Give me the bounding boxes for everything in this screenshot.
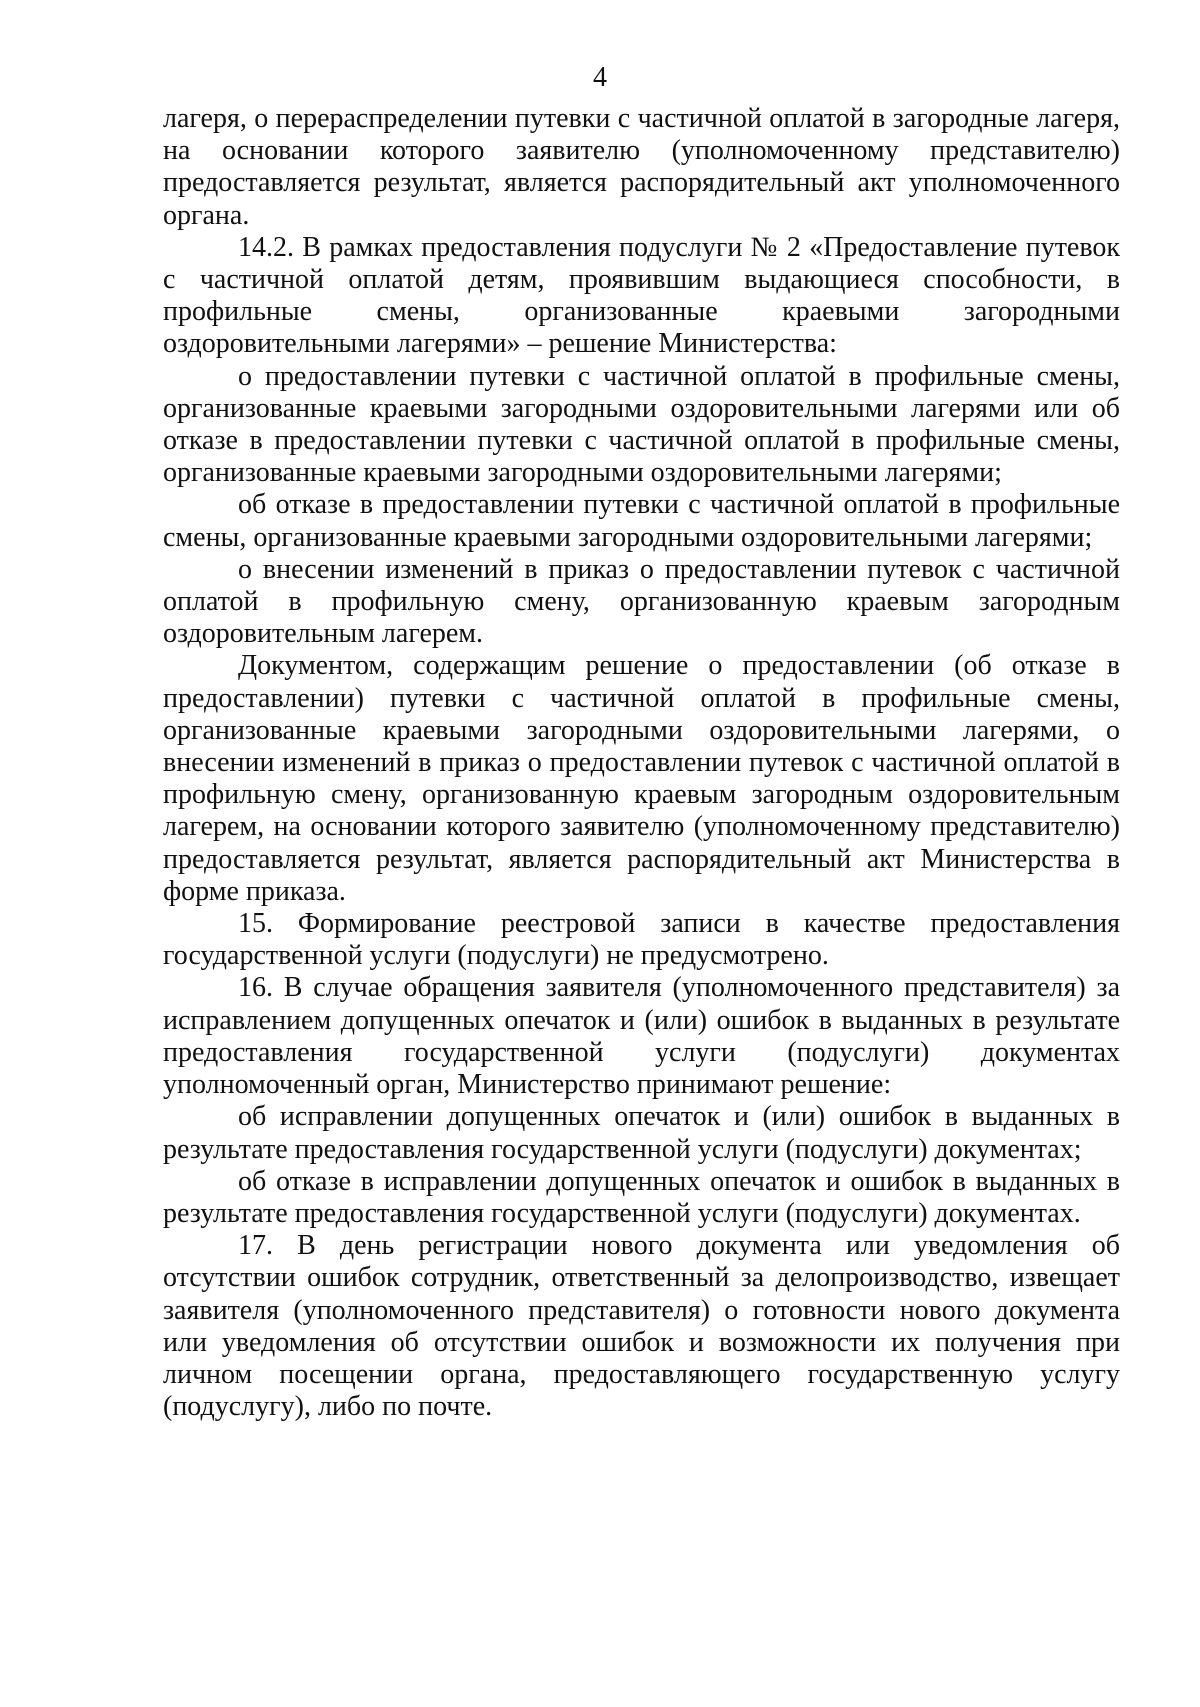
paragraph-decision-refuse: об отказе в предоставлении путевки с частичной оплатой в профильные смены, организованные краевыми загородными оздоровительными лагерями;: [163, 489, 1120, 553]
paragraph-14-2: 14.2. В рамках предоставления подуслуги № 2 «Предоставление путевок с частичной оплатой детям, проявившим выдающиеся способности, в профильные смены, организованные краевыми загородными оздоровительными лагерями» – решение Министерства:: [163, 231, 1120, 360]
paragraph-decision-grant-or-refuse: о предоставлении путевки с частичной оплатой в профильные смены, организованные краевыми загородными оздоровительными лагерями или об отказе в предоставлении путевки с частичной оплатой в профильные смены, организованные краевыми загородными оздоровительными лагерями;: [163, 360, 1120, 489]
document-body: [163, 103, 1120, 1423]
paragraph-decision-document: Документом, содержащим решение о предоставлении (об отказе в предоставлении) путевки с частичной оплатой в профильные смены, организованные краевыми загородными оздоровительными лагерями, о внесении изменений в приказ о предоставлении путевок с частичной оплатой в профильную смену, организованную краевым загородным оздоровительным лагерем, на основании которого заявителю (уполномоченному представителю) предоставляется результат, является распорядительный акт Министерства в форме приказа.: [163, 650, 1120, 907]
paragraph-correction-refusal: об отказе в исправлении допущенных опечаток и ошибок в выданных в результате предоставления государственной услуги (подуслуги) документах.: [163, 1165, 1120, 1229]
paragraph-correction-decision: об исправлении допущенных опечаток и (или) ошибок в выданных в результате предоставления государственной услуги (подуслуги) документах;: [163, 1101, 1120, 1165]
paragraph-15: 15. Формирование реестровой записи в качестве предоставления государственной услуги (подуслуги) не предусмотрено.: [163, 908, 1120, 972]
page-number: 4: [593, 62, 607, 93]
paragraph-decision-amend-order: о внесении изменений в приказ о предоставлении путевок с частичной оплатой в профильную смену, организованную краевым загородным оздоровительным лагерем.: [163, 553, 1120, 650]
paragraph-16: 16. В случае обращения заявителя (уполномоченного представителя) за исправлением допущенных опечаток и (или) ошибок в выданных в результате предоставления государственной услуги (подуслуги) документах уполномоченный орган, Министерство принимают решение:: [163, 972, 1120, 1101]
paragraph-continuation: лагеря, о перераспределении путевки с частичной оплатой в загородные лагеря, на основании которого заявителю (уполномоченному представителю) предоставляется результат, является распорядительный акт уполномоченного органа.: [163, 103, 1120, 231]
paragraph-17: 17. В день регистрации нового документа или уведомления об отсутствии ошибок сотрудник, ответственный за делопроизводство, извещает заявителя (уполномоченного представителя) о готовности нового документа или уведомления об отсутствии ошибок и возможности их получения при личном посещении органа, предоставляющего государственную услугу (подуслугу), либо по почте.: [163, 1230, 1120, 1423]
